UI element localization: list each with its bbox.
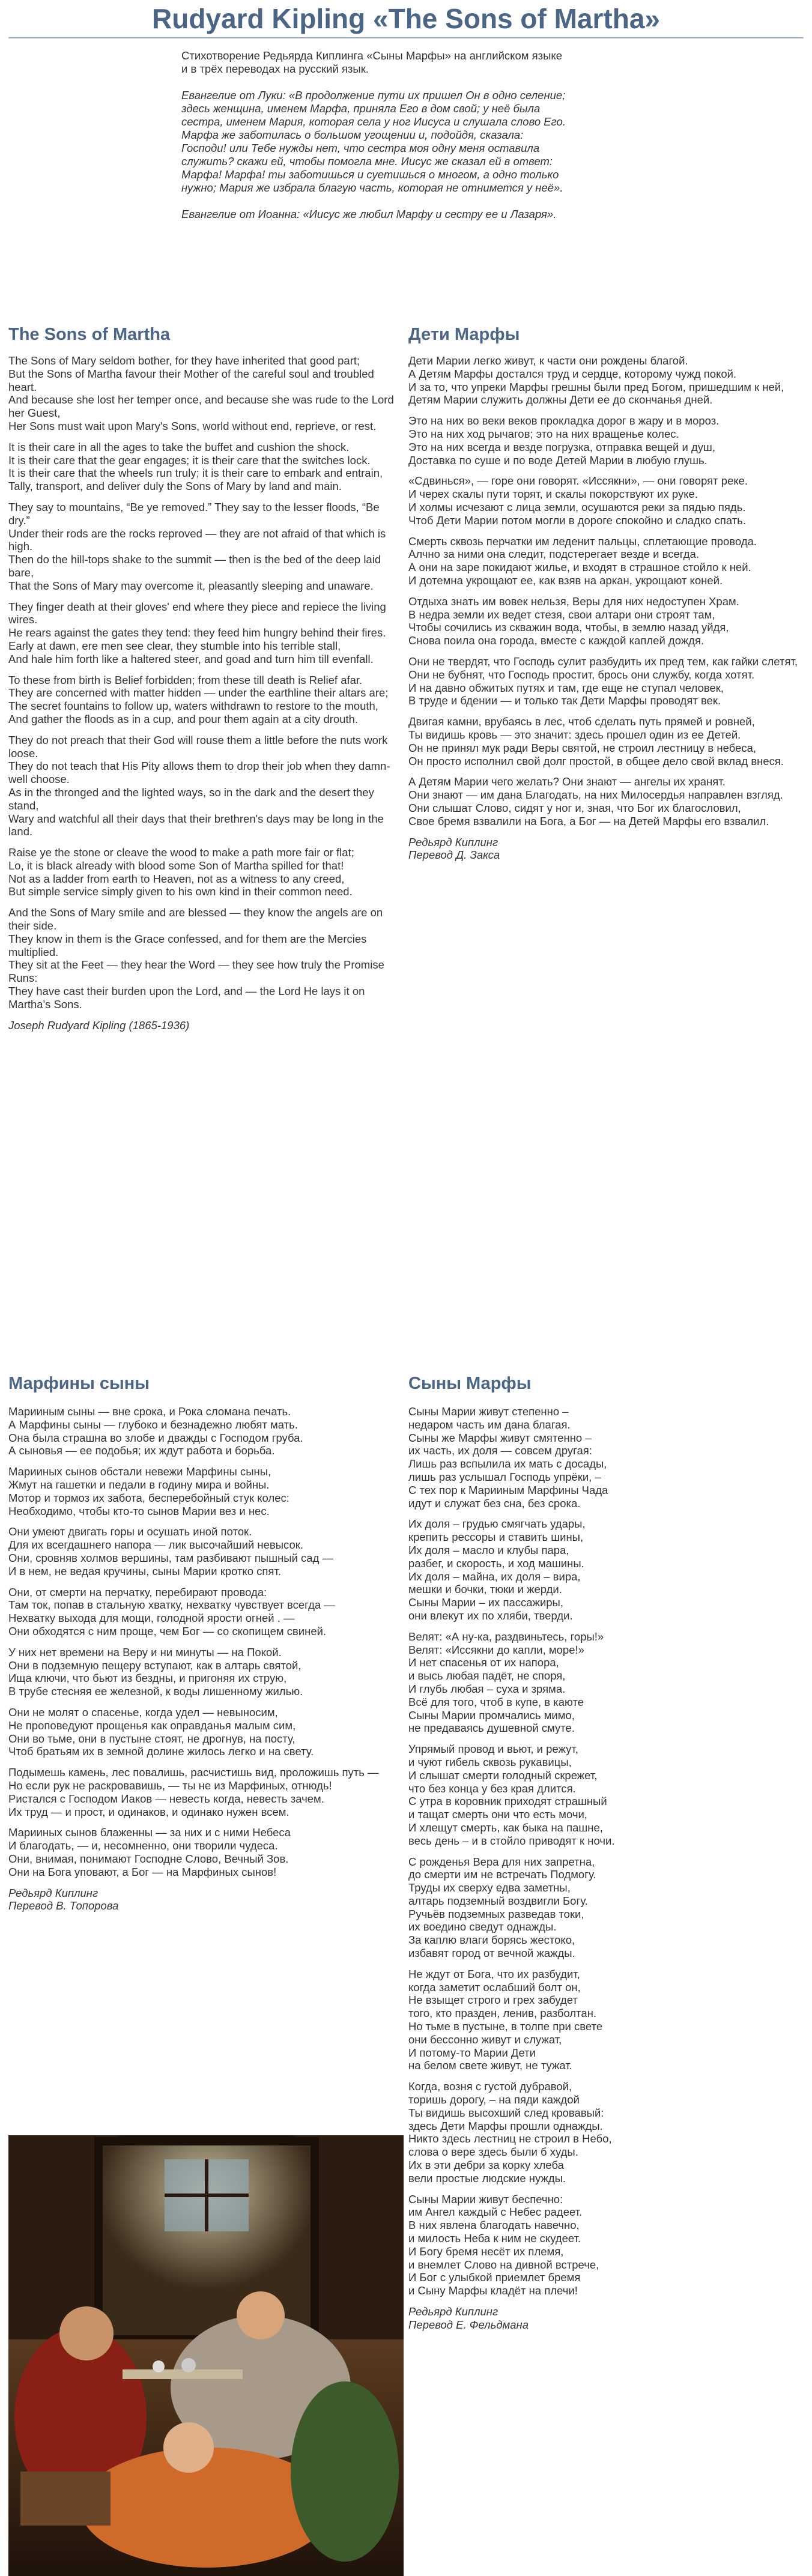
poem-line: Снова поила она города, вместе с каждой каплей дождя. — [408, 634, 704, 647]
poem-line: Raise ye the stone or cleave the wood to make a path more fair or flat; — [8, 846, 354, 859]
poem-line: и высь любая падёт, не споря, — [408, 1669, 566, 1683]
signature-line: Редьярд Киплинг — [408, 2305, 498, 2318]
poem-line: Детям Марии служить должны Дети ее до скончанья дней. — [408, 393, 713, 407]
poem-line: They do not preach that their God will rouse them a little before the nuts work loose. — [8, 733, 388, 760]
poem-line: и внемлет Слово на дивной встрече, — [408, 2258, 599, 2271]
poem-line: У них нет времени на Веру и ни минуты — на Покой. — [8, 1645, 282, 1658]
poem-line: И слышат смерти голодный скрежет, — [408, 1768, 598, 1782]
poem-line: Но тьме в пустыне, в толпе при свете — [408, 2020, 603, 2033]
poem-line: Когда, возня с густой дубравой, — [408, 2080, 572, 2093]
poem-line: Не взыщет строго и грех забудет — [408, 1994, 578, 2007]
poem-line: Для их всегдашнего напора — лик высочайший невысок. — [8, 1538, 303, 1552]
stanza — [8, 600, 402, 666]
stanza — [408, 775, 802, 827]
stanza — [8, 354, 402, 433]
poem-line: Tally, transport, and deliver duly the Sons of Mary by land and main. — [8, 480, 342, 493]
poem-line: They know in them is the Grace confessed, and for them are the Mercies multiplied. — [8, 932, 367, 958]
poem-line: лишь раз услышал Господь упрёки, – — [408, 1470, 601, 1483]
poem-line: И потому-то Марии Дети — [408, 2046, 536, 2059]
stanza — [408, 655, 802, 707]
poem-line: Это на них во веки веков прокладка дорог в жару и в мороз. — [408, 414, 720, 428]
poem-line: Early at dawn, ere men see clear, they stumble into his terrible stall, — [8, 639, 341, 652]
poem-line: И за то, что упреки Марфы грешны были пред Богом, пришедшим к ней, — [408, 380, 784, 393]
signature-line: Перевод Е. Фельдмана — [408, 2318, 529, 2331]
stanza — [408, 474, 802, 527]
english-heading: The Sons of Martha — [8, 325, 171, 344]
translator-signature — [408, 2305, 805, 2332]
poem-line: Подымешь камень, лес повалишь, расчистишь вид, проложишь путь — — [8, 1766, 379, 1779]
stanza — [408, 2193, 805, 2297]
poem-line: разбег, и скорость, и ход машины. — [408, 1556, 584, 1570]
stanza — [408, 2080, 805, 2184]
poem-line: The secret fountains to follow up, waters withdrawn to restore to the mouth, — [8, 700, 378, 713]
poem-line: Они умеют двигать горы и осушать иной поток. — [8, 1525, 252, 1538]
stanza — [408, 1855, 805, 1960]
poem-line: He rears against the gates they tend: they feed him hungry behind their fires. — [8, 626, 386, 639]
poem-line: того, кто празден, ленив, разболтан. — [408, 2007, 597, 2020]
stanza — [408, 1743, 805, 1847]
poem-line: крепить рессоры и ставить шины, — [408, 1531, 584, 1544]
poem-line: They sit at the Feet — they hear the Word — they see how truly the Promise Runs: — [8, 958, 384, 985]
translator-signature — [408, 836, 802, 862]
poem-line: The Sons of Mary seldom bother, for they have inherited that good part; — [8, 354, 360, 367]
poem-line: Сыны же Марфы живут смятенно – — [408, 1431, 592, 1444]
poem-line: Wary and watchful all their days that their brethren's days may be long in the land. — [8, 812, 384, 838]
stanza — [8, 1766, 405, 1818]
stanza — [8, 1525, 405, 1577]
zaks-heading: Дети Марфы — [408, 325, 520, 344]
poem-line: алтарь подземный воздвигли Богу. — [408, 1894, 588, 1907]
stanza — [408, 595, 802, 647]
poem-line: весь день – и в стойло приводят к ночи. — [408, 1834, 615, 1847]
stanza — [8, 501, 402, 593]
poem-line: Доставка по суше и по воде Детей Марии в любую глушь. — [408, 453, 707, 467]
poem-line: Чтоб Дети Марии потом могли в дороге спокойно и сладко спать. — [408, 513, 746, 527]
poem-line: Они не молят о спасенье, когда удел — невыносим, — [8, 1705, 278, 1719]
stanza — [8, 1826, 405, 1878]
poem-line: Lo, it is black already with blood some Son of Martha spilled for that! — [8, 859, 344, 872]
poem-line: Их доля – майна, их доля – вира, — [408, 1570, 581, 1583]
stanza — [8, 1405, 405, 1457]
poem-line: Они на Бога уповают, а Бог — на Марфиных сынов! — [8, 1865, 277, 1878]
poem-line: их часть, их доля — совсем другая: — [408, 1444, 592, 1457]
poem-line: They finger death at their gloves' end where they piece and repiece the living wires. — [8, 600, 386, 626]
poem-line: идут и служат без сна, без срока. — [408, 1496, 581, 1510]
poem-line: Они не бубнят, что Господь простит, брось они службу, когда хотят. — [408, 668, 755, 681]
poem-line: Их в эти дебри за корку хлеба — [408, 2159, 564, 2172]
poem-line: вели простые людские нужды. — [408, 2171, 566, 2184]
stanza — [408, 354, 802, 407]
english-poem — [8, 354, 402, 1032]
poem-line: Велят: «А ну-ка, раздвиньтесь, горы!» — [408, 1630, 604, 1643]
poem-line: Их доля – масло и клубы пара, — [408, 1543, 569, 1556]
stanza — [8, 846, 402, 898]
poem-line: В труде и бдении — и только так Дети Марфы проводят век. — [408, 694, 721, 707]
intro-paragraph: Стихотворение Редьярда Киплинга «Сыны Марфы» на английском языке и в трёх переводах на русский язык. — [181, 49, 563, 75]
poem-line: А Детям Марии чего желать? Они знают — ангелы их хранят. — [408, 775, 726, 788]
stanza — [8, 674, 402, 726]
poem-line: And because she lost her temper once, and because she was rude to the Lord her Guest, — [8, 393, 394, 420]
poem-line: Они, сровняв холмов вершины, там разбивают пышный сад — — [8, 1551, 334, 1564]
poem-line: Марииных сынов блаженны — за них и с ними Небеса — [8, 1826, 291, 1839]
stanza — [8, 1465, 405, 1517]
poem-line: И хлещут смерть, как быка на пашне, — [408, 1821, 603, 1834]
poem-line: Всё для того, чтоб в купе, в каюте — [408, 1695, 584, 1708]
poem-line: Лишь раз вспылила их мать с досады, — [408, 1457, 607, 1471]
poem-line: Упрямый провод и вьют, и режут, — [408, 1743, 578, 1756]
poem-line: Мотор и тормоз их забота, бесперебойный стук колес: — [8, 1491, 289, 1504]
poem-line: когда заметит ослабший болт он, — [408, 1980, 581, 1994]
poem-line: «Сдвинься», — горе они говорят. «Иссякни», — они говорят реке. — [408, 474, 748, 488]
intro-block — [181, 49, 566, 234]
poem-line: Then do the hill-tops shake to the summit — then is the bed of the deep laid bare, — [8, 553, 381, 579]
poem-line: They do not teach that His Pity allows them to drop their job when they damn-well choose. — [8, 760, 390, 786]
poem-line: Ища ключи, что бьют из бездны, и пригоняя их струю, — [8, 1672, 287, 1685]
signature-line: Редьярд Киплинг — [408, 835, 498, 848]
poem-line: Not as a ladder from earth to Heaven, not as a witness to any creed, — [8, 872, 345, 885]
poem-line: Ты видишь высохший след кровавый: — [408, 2106, 604, 2119]
poem-line: Он просто исполнил свой долг простой, в общее дело свой вклад внеся. — [408, 754, 784, 767]
signature-line: Перевод В. Топорова — [8, 1899, 119, 1912]
poem-line: Алчно за ними она следит, подстерегает везде и всегда. — [408, 548, 699, 561]
signature-line: Joseph Rudyard Kipling (1865-1936) — [8, 1018, 190, 1032]
poem-line: Свое бремя взвалили на Бога, а Бог — на Детей Марфы его взвалил. — [408, 814, 769, 827]
poem-line: Они знают — им дана Благодать, на них Милосердья направлен взгляд. — [408, 788, 783, 802]
poem-line: Не ждут от Бога, что их разбудит, — [408, 1967, 580, 1980]
stanza — [408, 1517, 805, 1622]
john-quote: Евангелие от Иоанна: «Иисус же любил Марфу и сестру ее и Лазаря». — [181, 208, 557, 220]
poem-line: And the Sons of Mary smile and are blessed — they know the angels are on their side. — [8, 906, 383, 933]
poem-line: не предаваясь душевной смуте. — [408, 1722, 575, 1735]
poem-line: As in the thronged and the lighted ways, so in the dark and the desert they stand, — [8, 785, 374, 812]
poem-line: But simple service simply given to his own kind in their common need. — [8, 885, 353, 898]
poem-line: They have cast their burden upon the Lord, and — the Lord He lays it on Martha's Sons. — [8, 985, 365, 1011]
poem-line: Двигая камни, врубаясь в лес, чтоб сделать путь прямей и ровней, — [408, 715, 755, 728]
poem-line: Они слышат Слово, сидят у ног и, зная, что Бог их благословил, — [408, 801, 741, 814]
poem-line: It is their care in all the ages to take the buffet and cushion the shock. — [8, 440, 350, 453]
feldman-heading: Сыны Марфы — [408, 1374, 532, 1393]
poem-line: That the Sons of Mary may overcome it, pleasantly sleeping and unaware. — [8, 579, 374, 592]
poem-line: Труды их сверху едва заметны, — [408, 1881, 571, 1894]
poem-line: они бессонно живут и служат, — [408, 2033, 562, 2046]
poem-line: To these from birth is Belief forbidden; from these till death is Relief afar. — [8, 673, 363, 686]
poem-line: Она была страшна во злобе и дважды с Господом груба. — [8, 1431, 303, 1444]
poem-line: Сыны Марии промчались мимо, — [408, 1708, 575, 1722]
poem-line: А они на заре покидают жилье, и входят в страшное стойло к ней. — [408, 561, 751, 574]
poem-line: Чтоб братьям их в земной долине жилось легко и на свету. — [8, 1745, 314, 1758]
translator-signature — [8, 1019, 402, 1032]
poem-line: С тех пор к Марииным Марфины Чада — [408, 1483, 608, 1496]
poem-line: Они во тьме, они в пустыне стоят, не дрогнув, на посту, — [8, 1732, 295, 1745]
poem-line: Отдыха знать им вовек нельзя, Веры для них недоступен Храм. — [408, 594, 739, 608]
poem-line: и Сыну Марфы кладёт на плечи! — [408, 2284, 578, 2297]
poem-line: что без конца у без края длится. — [408, 1782, 576, 1795]
poem-line: Нехватку выхода для мощи, голодной ярости огней . — — [8, 1612, 295, 1625]
poem-line: It is their care that the gear engages; it is their care that the switches lock. — [8, 453, 371, 467]
poem-line: И холмы исчезают с лица земли, осушаются реки за пядью пядь. — [408, 500, 746, 513]
poem-line: слова о вере здесь были б худы. — [408, 2145, 578, 2159]
poem-line: Ты видишь кровь — это значит: здесь прошел один из ее Детей. — [408, 728, 741, 741]
zaks-poem — [408, 354, 802, 862]
poem-line: и чуют гибель сквозь рукавицы, — [408, 1755, 572, 1768]
stanza — [408, 715, 802, 767]
poem-line: В них явлена благодать навечно, — [408, 2219, 580, 2232]
poem-line: Там ток, попав в стальную хватку, нехватку чувствует всегда — — [8, 1598, 335, 1612]
poem-line: мешки и бочки, тюки и жерди. — [408, 1583, 562, 1596]
poem-line: А Детям Марфы достался труд и сердце, которому чужд покой. — [408, 367, 737, 380]
poem-line: Ристался с Господом Иаков — невесть когда, невесть зачем. — [8, 1792, 324, 1805]
poem-line: Их доля – грудью смягчать удары, — [408, 1517, 586, 1531]
poem-line: Жмут на гашетки и педали в годину мира и войны. — [8, 1478, 270, 1491]
poem-line: And gather the floods as in a cup, and pour them again at a city drouth. — [8, 712, 359, 725]
poem-line: И Бог с улыбкой приемлет бремя — [408, 2271, 581, 2284]
poem-line: Велят: «Иссякни до капли, море!» — [408, 1643, 584, 1656]
poem-line: здесь Дети Марфы прошли однажды. — [408, 2119, 603, 2132]
poem-line: и тащат смерть они что есть мочи, — [408, 1808, 587, 1821]
poem-line: И благодать, — и, несомненно, они творили чудеса. — [8, 1839, 278, 1852]
poem-line: Чтобы сочились из скважин вода, чтобы, в землю назад уйдя, — [408, 621, 729, 634]
poem-line: и милость Неба к ним не скудеет. — [408, 2232, 581, 2245]
poem-line: Но если рук не раскровавишь, — ты не из Марфиных, отнюдь! — [8, 1779, 332, 1792]
poem-line: Он не принял мук ради Веры святой, не строил лестницу в небеса, — [408, 741, 757, 754]
poem-line: Her Sons must wait upon Mary's Sons, world without end, reprieve, or rest. — [8, 419, 377, 432]
stanza — [408, 1968, 805, 2072]
poem-line: И Богу бремя несёт их племя, — [408, 2245, 564, 2258]
poem-line: Никто здесь лестниц не строил в Небо, — [408, 2132, 612, 2145]
poem-line: Смерть сквозь перчатки им леденит пальцы, сплетающие провода. — [408, 534, 757, 548]
poem-line: им Ангел каждый с Небес радеет. — [408, 2206, 583, 2219]
stanza — [8, 1586, 405, 1638]
poem-line: И глубь любая – суха и зряма. — [408, 1682, 566, 1695]
poem-line: на белом свете живут, не тужат. — [408, 2059, 572, 2072]
toporov-heading: Марфины сыны — [8, 1374, 150, 1393]
poem-line: И нет спасенья от их напора, — [408, 1656, 559, 1669]
poem-line: Сыны Марии живут беспечно: — [408, 2192, 563, 2206]
poem-line: Они в подземную пещеру вступают, как в алтарь святой, — [8, 1658, 301, 1672]
stanza — [408, 535, 802, 587]
luke-quote: Евангелие от Луки: «В продолжение пути их пришел Он в одно селение; здесь женщина, именем Марфа, приняла Его в дом свой; у неё была сестра, именем Мария, которая села у ног Иисуса и слушала слово Его. Марфа же заботилась о большом угощении и, подойдя, сказала: Господи! или Тебе нужды нет, что сестра моя одну меня оставила служить? скажи ей, чтобы помогла мне. Иисус же сказал ей в ответ: Марфа! Марфа! ты заботишься и суетишься о многом, а одно только нужно; Мария же избрала благую часть, которая не отнимется у неё». — [181, 89, 566, 194]
poem-line: За каплю влаги борясь жестоко, — [408, 1934, 575, 1947]
poem-line: Это на них всегда и везде погрузка, отправка вещей и душ, — [408, 440, 715, 453]
poem-line: Они не твердят, что Господь сулит разбудить их пред тем, как гайки слетят, — [408, 655, 798, 668]
translator-signature — [8, 1887, 405, 1913]
poem-line: С рожденья Вера для них запретна, — [408, 1855, 595, 1868]
title-divider — [8, 37, 804, 38]
stanza — [8, 1646, 405, 1698]
poem-line: А сыновья — ее подобья; их ждут работа и борьба. — [8, 1444, 275, 1457]
poem-line: С утра в коровник приходят страшный — [408, 1795, 607, 1808]
poem-line: Не проповедуют прощенья как оправданья малым сим, — [8, 1719, 296, 1732]
poem-line: Они обходятся с ним проще, чем Бог — со скопищем свиней. — [8, 1624, 327, 1637]
stanza — [408, 1405, 805, 1510]
poem-line: их воедино сведут однажды. — [408, 1920, 557, 1934]
poem-line: Марииных сынов обстали невежи Марфины сыны, — [8, 1465, 271, 1478]
stanza — [8, 1706, 405, 1758]
stanza — [8, 906, 402, 1011]
poem-line: избавят город от вечной жажды. — [408, 1947, 575, 1960]
page-title: Rudyard Kipling «The Sons of Martha» — [152, 3, 660, 34]
poem-line: Это на них ход рычагов; это на них вращенье колес. — [408, 427, 679, 440]
poem-line: Сыны Марии – их пассажиры, — [408, 1596, 563, 1609]
poem-line: Under their rods are the rocks reproved — they are not afraid of that which is high. — [8, 527, 386, 553]
poem-line: Дети Марии легко живут, к части они рождены благой. — [408, 354, 688, 367]
poem-line: торишь дорогу, – на пяди каждой — [408, 2093, 580, 2106]
poem-line: они влекут их по хляби, тверди. — [408, 1609, 573, 1622]
poem-line: Они, от смерти на перчатку, перебирают провода: — [8, 1585, 267, 1598]
poem-line: В недра земли их ведет стезя, свои алтари они строят там, — [408, 608, 715, 621]
stanza — [8, 441, 402, 493]
toporov-poem — [8, 1405, 405, 1912]
poem-line: Ручьёв подземных разведав токи, — [408, 1907, 584, 1920]
signature-line: Перевод Д. Закса — [408, 848, 500, 862]
stanza — [8, 734, 402, 838]
poem-line: They say to mountains, “Be ye removed.” They say to the lesser floods, “Be dry.” — [8, 500, 380, 527]
poem-line: They are concerned with matter hidden — under the earthline their altars are; — [8, 686, 389, 700]
poem-line: до смерти им не встречать Подмогу. — [408, 1868, 596, 1881]
poem-line: недаром часть им дана благая. — [408, 1418, 571, 1431]
poem-line: It is their care that the wheels run truly; it is their care to embark and entrain, — [8, 467, 383, 480]
poem-line: Марииным сыны — вне срока, и Рока сломана печать. — [8, 1405, 291, 1418]
stanza — [408, 1630, 805, 1735]
poem-line: И в нем, не ведая кручины, сыны Марии кротко спят. — [8, 1564, 282, 1577]
poem-line: Они, внимая, понимают Господне Слово, Вечный Зов. — [8, 1852, 289, 1865]
painting-image — [8, 2135, 404, 2576]
feldman-poem — [408, 1405, 805, 2332]
stanza — [408, 414, 802, 467]
poem-line: В трубе стесняя ее железной, к воды лишенному жилью. — [8, 1685, 303, 1698]
poem-line: And hale him forth like a haltered steer, and goad and turn him till evenfall. — [8, 652, 374, 665]
poem-line: А Марфины сыны — глубоко и безнадежно любят мать. — [8, 1418, 298, 1431]
poem-line: But the Sons of Martha favour their Mother of the careful soul and troubled heart. — [8, 367, 374, 393]
poem-line: Их труд — и прост, и одинаков, и одинако нужен всем. — [8, 1805, 289, 1818]
poem-line: Сыны Марии живут степенно – — [408, 1405, 569, 1418]
signature-line: Редьярд Киплинг — [8, 1886, 98, 1899]
poem-line: И дотемна укрощают ее, как взяв на аркан, укрощают коней. — [408, 573, 723, 587]
poem-line: И черех скалы пути торят, и скалы покорствуют их руке. — [408, 488, 698, 501]
poem-line: Необходимо, чтобы кто-то сынов Марии вез и нес. — [8, 1504, 270, 1517]
poem-line: И на давно обжитых путях и там, где еще не ступал человек, — [408, 681, 724, 694]
